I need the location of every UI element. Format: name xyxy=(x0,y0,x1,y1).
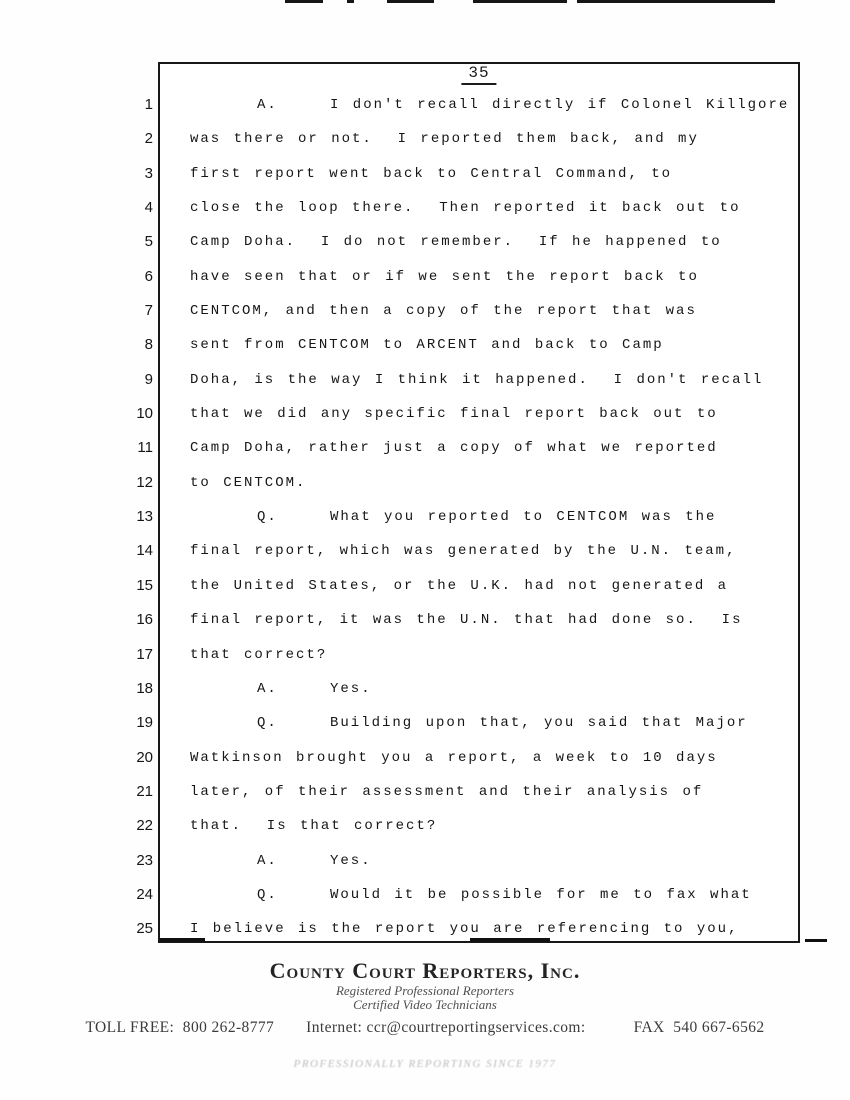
line-text: that correct? xyxy=(190,646,328,663)
toll-free-number: TOLL FREE: 800 262-8777 xyxy=(85,1019,275,1036)
line-number: 2 xyxy=(144,130,153,148)
line-number: 15 xyxy=(136,576,153,594)
page-number: 35 xyxy=(461,64,496,85)
transcript-line xyxy=(136,569,798,603)
qa-marker: A. xyxy=(257,680,278,697)
transcript-line xyxy=(136,638,798,672)
transcript-body xyxy=(136,88,798,947)
line-text: final report, which was generated by the U.N. team, xyxy=(190,543,737,560)
transcript-line xyxy=(144,157,798,191)
company-subtitle-2: Certified Video Technicians xyxy=(353,997,497,1012)
transcript-line xyxy=(144,363,798,397)
qa-marker: Q. xyxy=(257,509,278,526)
line-number: 9 xyxy=(144,370,153,388)
transcript-line xyxy=(136,534,798,568)
line-text: Doha, is the way I think it happened. I don't recall xyxy=(190,371,764,388)
transcript-line xyxy=(136,397,798,431)
transcript-line xyxy=(144,191,798,225)
line-text: I don't recall directly if Colonel Killgore xyxy=(330,97,790,113)
line-number: 16 xyxy=(136,611,153,629)
line-text: Watkinson brought you a report, a week to 10 days xyxy=(190,749,718,766)
line-text: Would it be possible for me to fax what xyxy=(330,886,752,903)
line-text: first report went back to Central Command, to xyxy=(190,165,673,182)
line-text: Camp Doha, rather just a copy of what we reported xyxy=(190,440,718,457)
line-number: 18 xyxy=(136,679,153,697)
line-number: 7 xyxy=(144,302,153,320)
transcript-line xyxy=(136,775,798,809)
line-number: 11 xyxy=(137,439,153,457)
line-text: was there or not. I reported them back, and my xyxy=(190,131,699,148)
transcript-line xyxy=(136,603,798,637)
line-text: Yes. xyxy=(330,852,372,869)
scan-artifact-dash xyxy=(387,0,434,3)
company-subtitle-1: Registered Professional Reporters xyxy=(335,983,515,998)
line-text: CENTCOM, and then a copy of the report that was xyxy=(190,303,697,320)
transcript-line xyxy=(144,225,798,259)
line-number: 3 xyxy=(144,164,153,182)
line-number: 12 xyxy=(136,473,153,491)
reporter-footer xyxy=(0,958,850,1070)
transcript-line xyxy=(136,878,798,912)
line-text: Building upon that, you said that Major xyxy=(330,715,748,732)
transcript-frame xyxy=(136,62,800,943)
qa-marker: Q. xyxy=(257,715,278,732)
line-number: 19 xyxy=(136,714,153,732)
line-text: that we did any specific final report back out to xyxy=(190,406,718,423)
line-number: 10 xyxy=(136,405,153,423)
transcript-line xyxy=(136,809,798,843)
scan-artifact-blotch xyxy=(470,938,550,942)
line-number: 17 xyxy=(136,645,153,663)
line-number: 5 xyxy=(144,233,153,251)
contact-line xyxy=(0,1019,850,1037)
transcript-line xyxy=(137,431,798,465)
fax-number: FAX 540 667-6562 xyxy=(633,1019,765,1036)
qa-marker: Q. xyxy=(257,886,278,903)
line-number: 13 xyxy=(136,508,153,526)
scan-artifact-dash xyxy=(577,0,775,3)
qa-marker: A. xyxy=(257,97,278,113)
line-text: Yes. xyxy=(330,680,372,697)
transcript-line xyxy=(144,328,798,362)
line-text: have seen that or if we sent the report back to xyxy=(190,268,699,285)
internet-address: Internet: ccr@courtreportingservices.com: xyxy=(306,1019,586,1036)
transcript-line xyxy=(136,672,798,706)
line-number: 6 xyxy=(144,267,153,285)
line-text: sent from CENTCOM to ARCENT and back to Camp xyxy=(190,337,664,354)
line-text: the United States, or the U.K. had not generated a xyxy=(190,577,729,594)
line-text: close the loop there. Then reported it back out to xyxy=(190,200,741,217)
scan-artifact-blotch xyxy=(805,939,827,942)
scan-artifact-dash xyxy=(285,0,323,3)
line-number: 14 xyxy=(136,542,153,560)
transcript-line xyxy=(144,122,798,156)
line-text: Camp Doha. I do not remember. If he happened to xyxy=(190,234,722,251)
line-number: 24 xyxy=(136,885,153,903)
transcript-line xyxy=(144,88,798,122)
line-number: 21 xyxy=(136,782,153,800)
line-number: 8 xyxy=(144,336,153,354)
line-text: I believe is the report you are referencing to you, xyxy=(190,921,739,938)
qa-marker: A. xyxy=(257,852,278,869)
scan-artifact-dash xyxy=(473,0,567,3)
line-text: that. Is that correct? xyxy=(190,818,438,835)
line-number: 20 xyxy=(136,748,153,766)
line-number: 25 xyxy=(136,920,153,938)
line-text: final report, it was the U.N. that had done so. Is xyxy=(190,612,743,629)
scan-artifact-blotch xyxy=(160,938,205,942)
scan-artifact-dash xyxy=(347,0,354,3)
line-text: later, of their assessment and their analysis of xyxy=(190,783,704,800)
line-text: What you reported to CENTCOM was the xyxy=(330,509,717,526)
line-number: 22 xyxy=(136,817,153,835)
line-number: 4 xyxy=(144,199,153,217)
transcript-line xyxy=(144,294,798,328)
transcript-line xyxy=(136,741,798,775)
line-text: to CENTCOM. xyxy=(190,474,307,491)
transcript-line xyxy=(136,844,798,878)
line-number: 23 xyxy=(136,851,153,869)
transcript-line xyxy=(136,500,798,534)
transcript-line xyxy=(136,466,798,500)
company-name: County Court Reporters, Inc. xyxy=(269,958,581,983)
line-number: 1 xyxy=(144,96,153,113)
transcript-line xyxy=(144,260,798,294)
transcript-line xyxy=(136,706,798,740)
company-tagline: PROFESSIONALLY REPORTING SINCE 1977 xyxy=(293,1058,557,1070)
